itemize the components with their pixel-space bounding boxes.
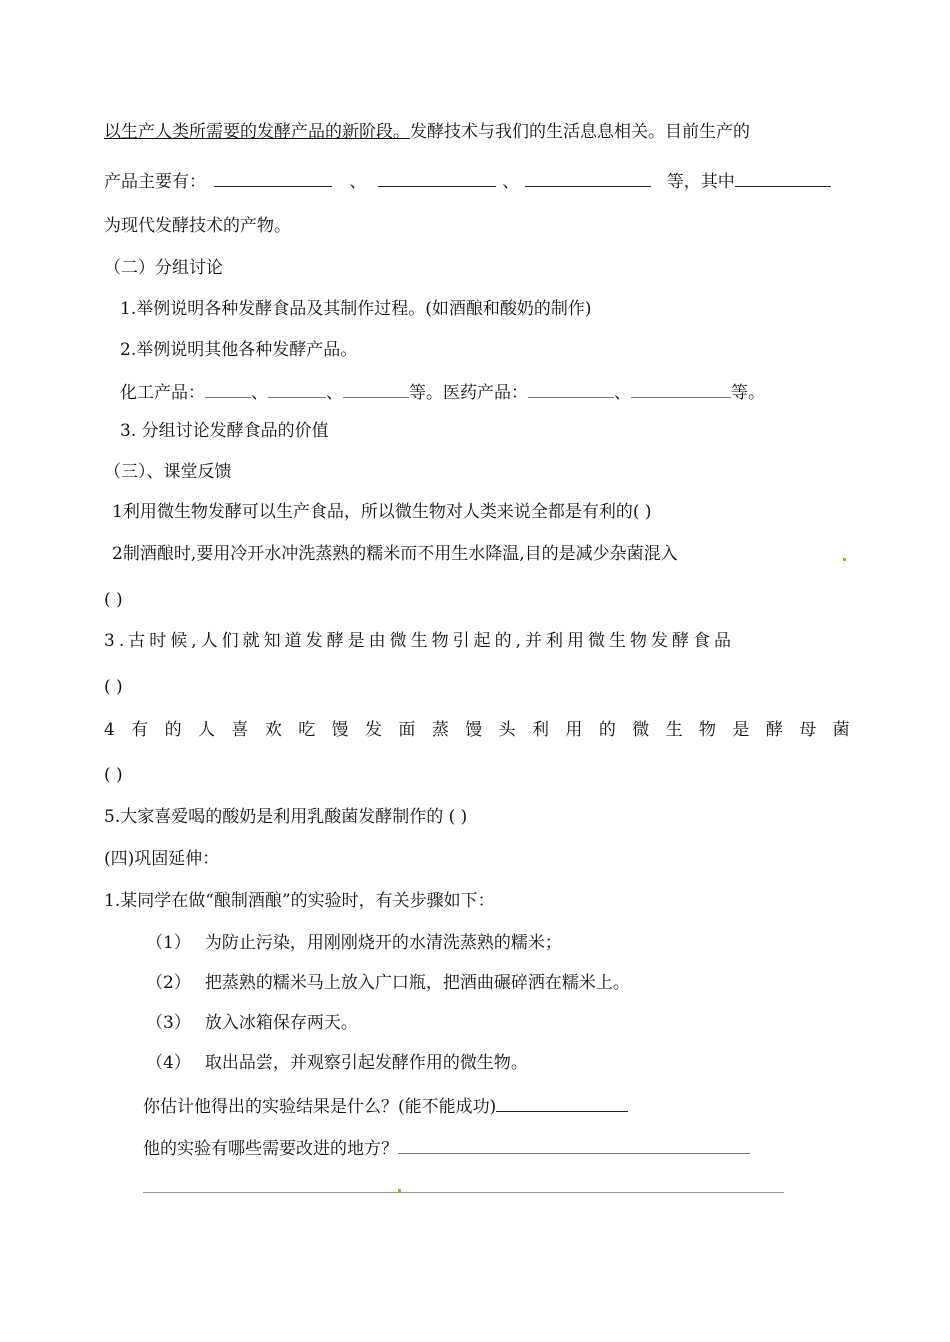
improve-answer-blank-1[interactable] bbox=[398, 1137, 750, 1154]
section-4-item-1: 1.某同学在做“酿制酒酿”的实验时，有关步骤如下： bbox=[104, 891, 495, 911]
feedback-question-2: 2制酒酿时,要用冷开水冲洗蒸熟的糯米而不用生水降温,目的是减少杂菌混入 bbox=[112, 544, 678, 564]
stray-dot-mark bbox=[843, 558, 846, 561]
chem-med-products-line bbox=[120, 381, 765, 403]
med-sep: 、 bbox=[614, 383, 631, 403]
section-2-item-1: 1.举例说明各种发酵食品及其制作过程。(如酒酿和酸奶的制作) bbox=[120, 299, 592, 319]
section-2-heading: （二）分组讨论 bbox=[104, 258, 223, 278]
section-4-heading: (四)巩固延伸： bbox=[104, 849, 220, 869]
step-2 bbox=[146, 973, 630, 993]
step-text: 把蒸熟的糯米马上放入广口瓶，把酒曲碾碎洒在糯米上。 bbox=[204, 973, 630, 993]
products-suffix: 等，其中 bbox=[666, 172, 735, 192]
med-blank-2[interactable] bbox=[631, 381, 731, 398]
products-sep-1: 、 bbox=[349, 172, 367, 192]
product-blank-1[interactable] bbox=[214, 170, 332, 187]
step-3 bbox=[146, 1013, 358, 1033]
chem-sep-2: 、 bbox=[326, 383, 343, 403]
product-blank-3[interactable] bbox=[525, 170, 651, 187]
feedback-question-5: 5.大家喜爱喝的酸奶是利用乳酸菌发酵制作的 ( ) bbox=[104, 807, 468, 827]
result-answer-blank[interactable] bbox=[496, 1095, 628, 1112]
intro-modern-tail: 为现代发酵技术的产物。 bbox=[104, 216, 291, 236]
feedback-question-3: 3.古时候,人们就知道发酵是由微生物引起的,并利用微生物发酵食品 bbox=[104, 631, 736, 651]
chem-sep-1: 、 bbox=[251, 383, 268, 403]
step-text: 取出品尝，并观察引起发酵作用的微生物。 bbox=[204, 1053, 528, 1073]
intro-line-1 bbox=[104, 122, 750, 142]
chem-blank-2[interactable] bbox=[268, 381, 326, 398]
chem-suffix: 等。医药产品： bbox=[409, 383, 528, 403]
chem-prefix: 化工产品： bbox=[120, 383, 205, 403]
step-number: （1） bbox=[146, 933, 191, 953]
step-number: （2） bbox=[146, 973, 191, 993]
step-number: （3） bbox=[146, 1013, 191, 1033]
products-sep-2: 、 bbox=[502, 172, 520, 192]
chem-blank-3[interactable] bbox=[343, 381, 409, 398]
section-2-item-3: 3. 分组讨论发酵食品的价值 bbox=[120, 421, 329, 441]
med-suffix: 等。 bbox=[731, 383, 765, 403]
feedback-answer-paren-4: ( ) bbox=[104, 765, 123, 785]
modern-product-blank[interactable] bbox=[735, 170, 831, 187]
improve-question-line bbox=[143, 1137, 750, 1159]
feedback-answer-paren-2: ( ) bbox=[104, 590, 123, 610]
improve-question: 他的实验有哪些需要改进的地方？ bbox=[143, 1139, 398, 1159]
feedback-question-4: 4有的人喜欢吃馒发面蒸馒头利用的微生物是酵母菌 bbox=[104, 720, 867, 740]
section-2-item-2: 2.举例说明其他各种发酵产品。 bbox=[120, 340, 358, 360]
improve-answer-blank-2[interactable] bbox=[143, 1192, 784, 1193]
step-text: 放入冰箱保存两天。 bbox=[204, 1013, 358, 1033]
chem-blank-1[interactable] bbox=[205, 381, 251, 398]
intro-underlined-text: 以生产人类所需要的发酵产品的新阶段。 bbox=[104, 122, 410, 142]
feedback-question-1: 1利用微生物发酵可以生产食品，所以微生物对人类来说全都是有利的( ) bbox=[112, 502, 652, 522]
stray-dot-mark bbox=[398, 1189, 401, 1192]
result-question: 你估计他得出的实验结果是什么？(能不能成功) bbox=[143, 1097, 497, 1117]
section-3-heading: （三）、课堂反馈 bbox=[104, 462, 232, 482]
products-prefix: 产品主要有： bbox=[104, 172, 206, 192]
med-blank-1[interactable] bbox=[528, 381, 614, 398]
step-4 bbox=[146, 1053, 528, 1073]
step-number: （4） bbox=[146, 1053, 191, 1073]
step-text: 为防止污染，用刚刚烧开的水清洗蒸熟的糯米； bbox=[204, 933, 562, 953]
intro-rest-text: 发酵技术与我们的生活息息相关。目前生产的 bbox=[410, 122, 750, 142]
result-question-line bbox=[143, 1095, 628, 1117]
intro-products-line bbox=[104, 170, 831, 192]
feedback-answer-paren-3: ( ) bbox=[104, 677, 123, 697]
product-blank-2[interactable] bbox=[378, 170, 496, 187]
step-1 bbox=[146, 933, 562, 953]
